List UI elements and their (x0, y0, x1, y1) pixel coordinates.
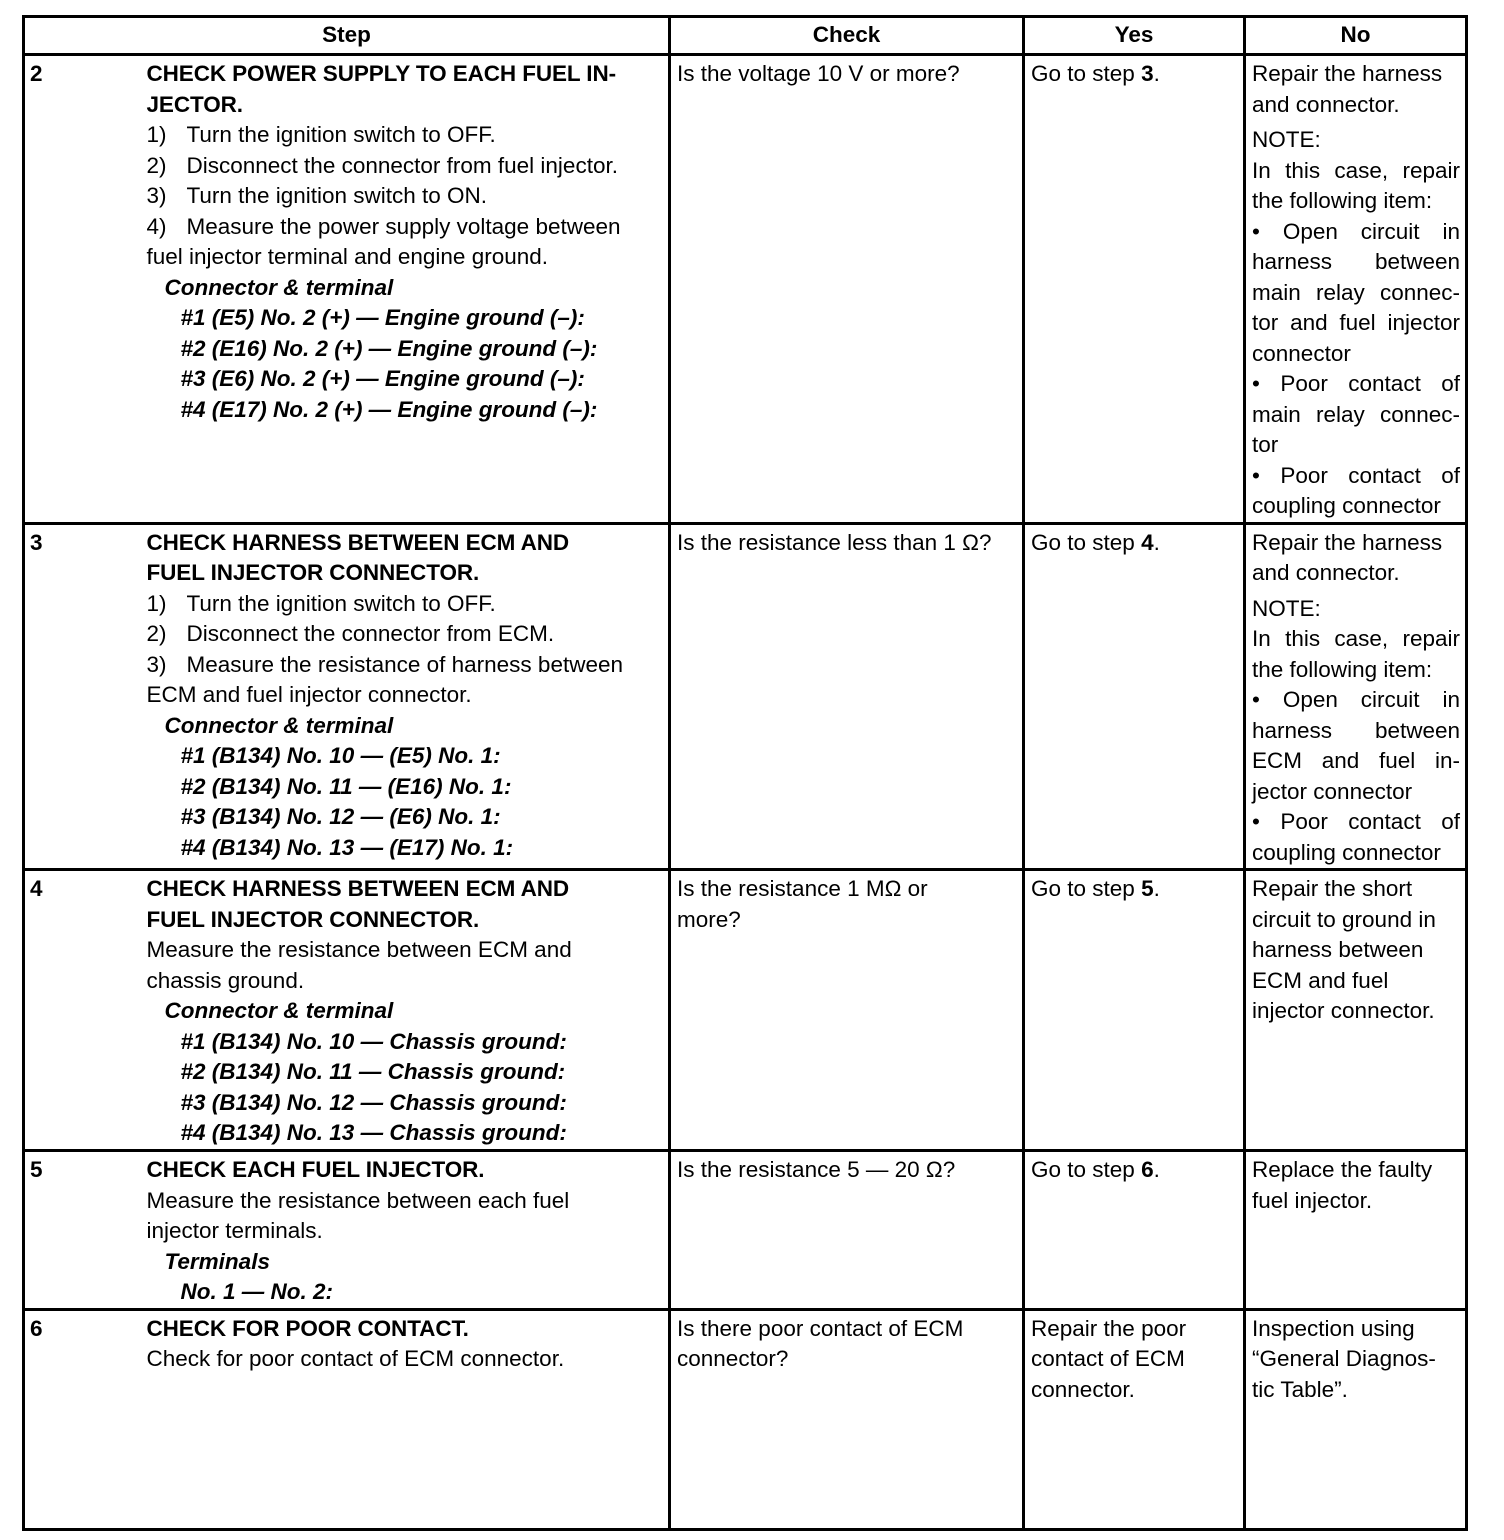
note-label: NOTE: (1252, 127, 1321, 152)
step-title: CHECK FOR POOR CONTACT. (146, 1315, 469, 1341)
step-title: CHECK HARNESS BETWEEN ECM AND (146, 876, 570, 901)
no-cell: Inspection using “General Diagnos- tic Table”. (1245, 1309, 1467, 1529)
step-number: 2 (24, 55, 145, 524)
step-row-3 (24, 523, 1467, 870)
step-description (145, 1151, 670, 1310)
substep: 3) Measure the resistance of harness between (146, 651, 623, 677)
substep: 1) Turn the ignition switch to OFF. (146, 122, 496, 147)
no-cell: Repair the short circuit to ground in harness between ECM and fuel injector connector. (1245, 870, 1467, 1151)
header-step: Step (24, 17, 670, 55)
header-yes: Yes (1024, 17, 1245, 55)
yes-cell: Go to step 6. (1024, 1151, 1245, 1310)
note-bullet: • Open circuit in harness between ECM and fuel in-jector connector (1252, 687, 1461, 804)
step-description (145, 870, 670, 1151)
check-cell: Is the resistance 1 MΩ or more? (670, 870, 1024, 1151)
yes-cell: Go to step 4. (1024, 523, 1245, 870)
terminals-title: Terminals (164, 1248, 270, 1274)
step-description (145, 55, 670, 524)
check-cell: Is there poor contact of ECM connector? (670, 1309, 1024, 1529)
connector-title: Connector & terminal (164, 274, 394, 300)
step-text: Measure the resistance between each fuel (146, 1187, 570, 1213)
terminal-spec: #3 (E6) No. 2 (+) — Engine ground (–): (180, 366, 585, 391)
header-no: No (1245, 17, 1467, 55)
connector-title: Connector & terminal (164, 712, 394, 738)
step-text: Check for poor contact of ECM connector. (146, 1346, 565, 1371)
step-row-5 (24, 1151, 1467, 1310)
yes-cell: Repair the poor contact of ECM connector. (1024, 1309, 1245, 1529)
yes-cell: Go to step 5. (1024, 870, 1245, 1151)
terminal-spec: #1 (B134) No. 10 — Chassis ground: (180, 1028, 567, 1054)
check-cell: Is the resistance less than 1 Ω? (670, 523, 1024, 870)
step-description (145, 1309, 670, 1529)
substep: 3) Turn the ignition switch to ON. (146, 183, 488, 208)
substep-cont: fuel injector terminal and engine ground. (146, 244, 549, 269)
note-bullet: • Poor contact of coupling connector (1252, 462, 1461, 518)
step-title: CHECK POWER SUPPLY TO EACH FUEL IN- (146, 61, 616, 86)
substep-cont: ECM and fuel injector connector. (146, 682, 472, 707)
terminal-spec: #2 (B134) No. 11 — Chassis ground: (180, 1059, 566, 1084)
yes-cell: Go to step 3. (1024, 55, 1245, 524)
step-number: 3 (24, 523, 145, 870)
note-bullet: • Poor contact of main relay connec-tor (1252, 371, 1461, 457)
diagnostic-table (22, 15, 1468, 1531)
step-number: 4 (24, 870, 145, 1151)
step-title-cont: JECTOR. (146, 91, 243, 117)
terminal-spec: #4 (E17) No. 2 (+) — Engine ground (–): (180, 396, 598, 422)
note-text: In this case, repair the following item: (1252, 157, 1461, 213)
terminal-spec: #1 (B134) No. 10 — (E5) No. 1: (180, 743, 501, 768)
no-cell: Replace the faulty fuel injector. (1245, 1151, 1467, 1310)
terminal-spec: #2 (B134) No. 11 — (E16) No. 1: (180, 773, 512, 799)
step-text: Measure the resistance between ECM and (146, 937, 572, 962)
step-row-2 (24, 55, 1467, 524)
step-row-6 (24, 1309, 1467, 1529)
substep: 2) Disconnect the connector from ECM. (146, 621, 555, 646)
note-bullet: • Open circuit in harness between main relay connec-tor and fuel injector connector (1252, 218, 1461, 366)
step-title: CHECK HARNESS BETWEEN ECM AND (146, 529, 570, 555)
substep: 4) Measure the power supply voltage between (146, 213, 621, 239)
terminal-spec: #3 (B134) No. 12 — Chassis ground: (180, 1089, 567, 1115)
header-row (24, 17, 1467, 55)
terminal-spec: #3 (B134) No. 12 — (E6) No. 1: (180, 804, 501, 829)
header-check: Check (670, 17, 1024, 55)
terminal-spec: #1 (E5) No. 2 (+) — Engine ground (–): (180, 305, 585, 330)
note-label: NOTE: (1252, 595, 1321, 621)
check-cell: Is the voltage 10 V or more? (670, 55, 1024, 524)
step-row-4 (24, 870, 1467, 1151)
no-cell: Repair the harness and connector. NOTE: In this case, repair the following item: • Open circuit in harness between main relay connec-tor and fuel injector connector • Poor contact of main relay connec-tor • Poor contact of coupling connector (1245, 55, 1467, 524)
terminal-spec: No. 1 — No. 2: (180, 1279, 334, 1304)
step-title: CHECK EACH FUEL INJECTOR. (146, 1157, 485, 1182)
substep: 1) Turn the ignition switch to OFF. (146, 590, 496, 616)
substep: 2) Disconnect the connector from fuel injector. (146, 152, 618, 178)
note-text: In this case, repair the following item: (1252, 626, 1461, 682)
step-title-cont: FUEL INJECTOR CONNECTOR. (146, 906, 480, 932)
step-description (145, 523, 670, 870)
step-text: injector terminals. (146, 1218, 323, 1243)
step-title-cont: FUEL INJECTOR CONNECTOR. (146, 560, 480, 585)
terminal-spec: #2 (E16) No. 2 (+) — Engine ground (–): (180, 335, 598, 361)
step-number: 6 (24, 1309, 145, 1529)
no-cell: Repair the harness and connector. NOTE: In this case, repair the following item: • Open circuit in harness between ECM and fuel in-jector connector • Poor contact of coupling connector (1245, 523, 1467, 870)
terminal-spec: #4 (B134) No. 13 — (E17) No. 1: (180, 834, 514, 860)
step-text: chassis ground. (146, 967, 305, 993)
step-number: 5 (24, 1151, 145, 1310)
check-cell: Is the resistance 5 — 20 Ω? (670, 1151, 1024, 1310)
note-bullet: • Poor contact of coupling connector (1252, 809, 1461, 865)
connector-title: Connector & terminal (164, 998, 394, 1023)
terminal-spec: #4 (B134) No. 13 — Chassis ground: (180, 1120, 567, 1145)
